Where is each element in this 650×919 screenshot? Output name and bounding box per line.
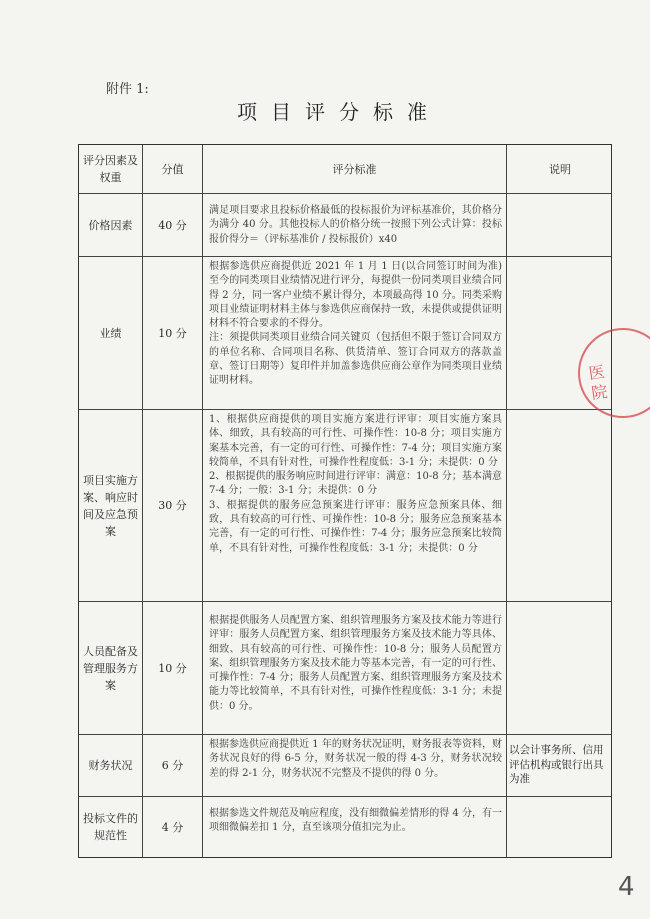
- scoring-table: [78, 144, 612, 858]
- score-cell: 10 分: [143, 602, 203, 734]
- note-cell: [507, 410, 613, 601]
- factor-cell: 人员配备及管理服务方案: [79, 602, 143, 734]
- header-note: 说明: [549, 162, 571, 176]
- factor-cell: 业绩: [79, 257, 143, 409]
- header-score: 分值: [143, 145, 203, 193]
- header-criteria: 评分标准: [203, 145, 507, 193]
- header-factor: 评分因素及权重: [79, 145, 143, 193]
- attachment-label: 附件 1:: [106, 82, 149, 97]
- table-row: [79, 257, 611, 410]
- score-cell: 30 分: [143, 410, 203, 601]
- table-header-row: [79, 145, 611, 194]
- score-cell: 4 分: [143, 797, 203, 857]
- criteria-cell: 根据参选供应商提供近 1 年的财务状况证明，财务报表等资料，财务状况良好的得 6-5 分，财务状况一般的得 4-3 分，财务状况较差的得 2-1 分，财务状况不完整及不提供的得 0 分。: [203, 735, 507, 796]
- note-cell: [507, 194, 613, 256]
- criteria-cell: 根据提供服务人员配置方案、组织管理服务方案及技术能力等进行评审：服务人员配置方案、组织管理服务方案及技术能力等具体、细致、具有较高的可行性、可操作性：10-8 分；服务人员配置方案、组织管理服务方案及技术能力等基本完善，有一定的可行性、可操作性：7-4 分；服务人员配置方案、组织管理服务方案及技术能力等比较简单，不具有针对性，可操作性程度低：3-1 分；未提供：0 分。: [203, 602, 507, 734]
- criteria-cell: 根据参选文件规范及响应程度，没有细微偏差情形的得 4 分，有一项细微偏差扣 1 分，直至该项分值扣完为止。: [203, 797, 507, 857]
- factor-cell: 财务状况: [79, 735, 143, 796]
- table-row: [79, 602, 611, 735]
- note-cell: 以会计事务所、信用评估机构或银行出具为准: [509, 744, 604, 785]
- note-cell: [507, 602, 613, 734]
- score-cell: 6 分: [143, 735, 203, 796]
- table-row: [79, 797, 611, 857]
- score-cell: 40 分: [143, 194, 203, 256]
- table-row: [79, 410, 611, 602]
- seal-text: 医院: [587, 362, 609, 403]
- note-cell: [507, 797, 613, 857]
- criteria-cell: 根据参选供应商提供近 2021 年 1 月 1 日(以合同签订时间为准)至今的同类项目业绩情况进行评分，每提供一份同类项目业绩合同得 2 分，同一客户业绩不累计得分，本项最高得 10 分。同类采购项目业绩证明材料主体与参选供应商保持一致，未提供或提供证明材料不符合要求的不得分。 注：须提供同类项目业绩合同关键页（包括但不限于签订合同双方的单位名称、合同项目名称、供货清单、签订合同双方的落款盖章、签订日期等）复印件并加盖参选供应商公章作为同类项目业绩证明材料。: [203, 257, 507, 409]
- criteria-cell: 1、根据供应商提供的项目实施方案进行评审：项目实施方案具体、细致，具有较高的可行性、可操作性：10-8 分；项目实施方案基本完善，有一定的可行性、可操作性：7-4 分；项目实施方案较简单，不具有针对性，可操作性程度低：3-1 分；未提供：0 分 2、根据提供的服务响应时间进行评审：满意：10-8 分；基本满意 7-4 分；一般：3-1 分；未提供：0 分 3、根据提供的服务应急预案进行评审：服务应急预案具体、细致，具有较高的可行性、可操作性：10-8 分；服务应急预案基本完善，有一定的可行性、可操作性：7-4 分；服务应急预案比较简单，不具有针对性，可操作性程度低：3-1 分；未提供：0 分: [203, 410, 507, 601]
- table-row: [79, 735, 611, 797]
- factor-cell: 价格因素: [79, 194, 143, 256]
- table-row: [79, 194, 611, 257]
- factor-cell: 投标文件的规范性: [79, 797, 143, 857]
- factor-cell: 项目实施方案、响应时间及应急预案: [79, 410, 143, 601]
- page-title: 项目评分标准: [237, 100, 441, 124]
- criteria-cell: 满足项目要求且投标价格最低的投标报价为评标基准价，其价格分为满分 40 分。其他投标人的价格分统一按照下列公式计算：投标报价得分＝（评标基准价 / 投标报价）x40: [203, 194, 507, 256]
- score-cell: 10 分: [143, 257, 203, 409]
- page-number: 4: [618, 872, 635, 902]
